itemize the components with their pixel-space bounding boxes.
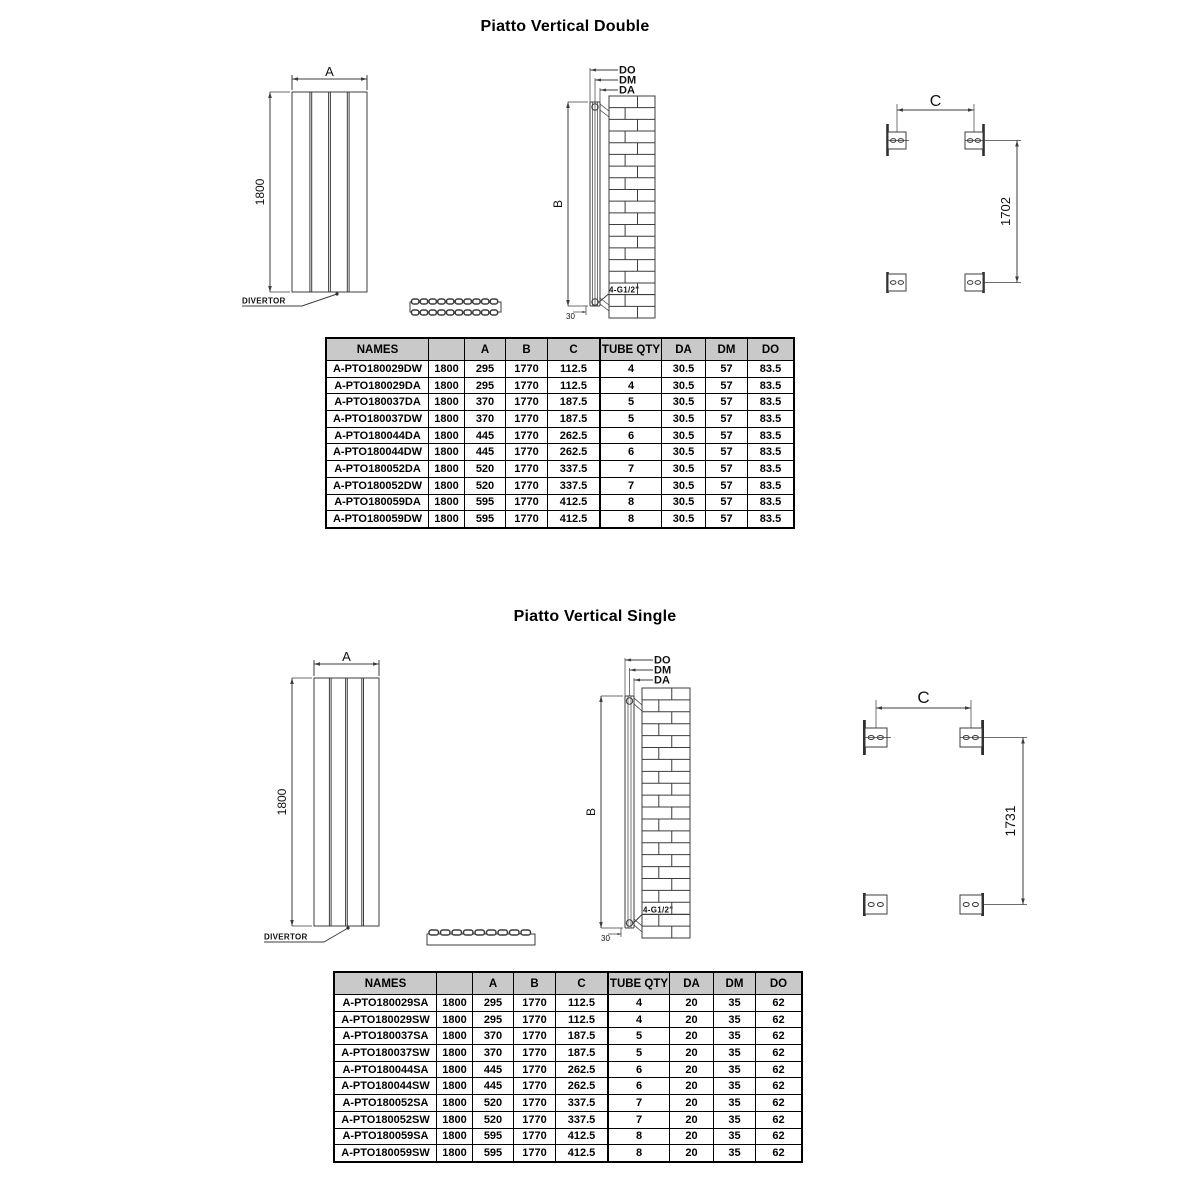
spec-cell: 57 [706, 411, 748, 428]
spec-cell: 337.5 [556, 1095, 609, 1112]
spec-cell: 35 [714, 1145, 756, 1162]
spec-cell: 20 [670, 1061, 714, 1078]
bracket-bottom-left [863, 893, 887, 916]
spec-row [334, 1045, 802, 1062]
single-bracket-diagram [855, 678, 1035, 918]
spec-cell: A-PTO180059SA [334, 1128, 437, 1145]
spec-cell: 1800 [429, 444, 465, 461]
spec-cell: 30.5 [662, 377, 706, 394]
spec-cell: 20 [670, 1095, 714, 1112]
spec-cell: 1770 [506, 461, 548, 478]
spec-cell: 57 [706, 461, 748, 478]
side-height-dimension [584, 696, 623, 928]
spec-cell: 1770 [514, 1045, 556, 1062]
spec-cell: 20 [670, 1128, 714, 1145]
spec-cell: 1800 [437, 1078, 473, 1095]
column-header: TUBE QTY [608, 972, 670, 995]
spec-cell: 4 [600, 377, 662, 394]
side-height-label: B [584, 807, 598, 817]
double-front-view-drawing [240, 66, 420, 311]
spec-cell: 1770 [506, 494, 548, 511]
divertor-label: DIVERTOR [264, 932, 308, 942]
width-dim-label: A [342, 649, 351, 664]
spec-cell: 1800 [437, 1028, 473, 1045]
single-top-view-drawing [425, 923, 537, 950]
spec-cell: 83.5 [748, 361, 795, 378]
spec-cell: 370 [465, 411, 506, 428]
spec-cell: 57 [706, 377, 748, 394]
spec-cell: 6 [600, 427, 662, 444]
spec-cell: A-PTO180037SW [334, 1045, 437, 1062]
spec-cell: 20 [670, 1111, 714, 1128]
spec-cell: 57 [706, 444, 748, 461]
spec-cell: 83.5 [748, 427, 795, 444]
spec-cell: 112.5 [556, 1011, 609, 1028]
height-dimension [253, 92, 290, 292]
spec-cell: 445 [465, 444, 506, 461]
spec-row [326, 461, 794, 478]
spec-cell: 7 [600, 461, 662, 478]
spec-row [326, 377, 794, 394]
spec-cell: 62 [756, 995, 803, 1012]
spec-cell: 337.5 [548, 461, 601, 478]
spec-cell: 412.5 [548, 511, 601, 528]
spec-cell: 62 [756, 1128, 803, 1145]
spec-cell: 35 [714, 1011, 756, 1028]
spec-cell: A-PTO180044DA [326, 427, 429, 444]
radiator-body [292, 92, 367, 292]
spec-row [334, 1145, 802, 1162]
connection-label: 4-G1/2" [609, 285, 640, 295]
spec-cell: 1770 [514, 1111, 556, 1128]
spec-cell: 83.5 [748, 394, 795, 411]
spec-cell: 20 [670, 1011, 714, 1028]
spec-cell: 8 [600, 494, 662, 511]
spec-cell: 1800 [429, 361, 465, 378]
divertor-callout [264, 926, 350, 942]
spec-cell: 1800 [429, 477, 465, 494]
spec-row [326, 477, 794, 494]
bracket-width-label: C [929, 93, 942, 110]
side-height-label: B [551, 199, 565, 209]
column-header: DM [706, 338, 748, 361]
column-header: A [465, 338, 506, 361]
bracket-height-dimension [984, 738, 1027, 905]
spec-cell: 62 [756, 1045, 803, 1062]
spec-cell: 62 [756, 1078, 803, 1095]
spec-cell: 57 [706, 494, 748, 511]
spec-cell: 57 [706, 361, 748, 378]
spec-cell: 8 [608, 1128, 670, 1145]
spec-cell: 30.5 [662, 394, 706, 411]
bottom-offset-dimension [601, 928, 621, 943]
spec-cell: 1770 [514, 1078, 556, 1095]
spec-cell: 62 [756, 1145, 803, 1162]
spec-cell: 412.5 [556, 1128, 609, 1145]
height-dim-label: 1800 [275, 788, 289, 816]
spec-cell: 1800 [437, 995, 473, 1012]
spec-cell: 1800 [429, 427, 465, 444]
bracket-top-left [863, 720, 891, 755]
spec-cell: 30.5 [662, 511, 706, 528]
spec-cell: 595 [473, 1145, 514, 1162]
spec-cell: 1770 [506, 444, 548, 461]
width-dimension [292, 64, 367, 90]
spec-cell: A-PTO180029SA [334, 995, 437, 1012]
spec-row [326, 394, 794, 411]
spec-cell: A-PTO180059DA [326, 494, 429, 511]
double-bracket-diagram [880, 86, 1030, 304]
spec-cell: 1770 [514, 1145, 556, 1162]
spec-cell: 520 [473, 1111, 514, 1128]
spec-cell: A-PTO180044SW [334, 1078, 437, 1095]
spec-cell: 20 [670, 1045, 714, 1062]
spec-cell: 295 [465, 361, 506, 378]
spec-cell: 62 [756, 1011, 803, 1028]
spec-cell: 1800 [429, 494, 465, 511]
spec-row [326, 494, 794, 511]
spec-cell: 520 [465, 461, 506, 478]
spec-cell: 5 [600, 394, 662, 411]
side-height-dimension [551, 102, 588, 306]
spec-cell: 6 [608, 1061, 670, 1078]
spec-cell: 35 [714, 1028, 756, 1045]
spec-cell: 35 [714, 995, 756, 1012]
double-side-view-drawing [552, 60, 660, 322]
depth-outer-label: DO [654, 654, 671, 667]
spec-cell: 1800 [437, 1011, 473, 1028]
spec-cell: 20 [670, 995, 714, 1012]
spec-cell: 35 [714, 1078, 756, 1095]
spec-cell: 7 [608, 1095, 670, 1112]
single-front-view-drawing [262, 650, 397, 948]
column-header: A [473, 972, 514, 995]
spec-cell: 187.5 [548, 394, 601, 411]
spec-cell: 57 [706, 477, 748, 494]
spec-cell: 8 [600, 511, 662, 528]
spec-cell: 1770 [514, 1128, 556, 1145]
spec-cell: A-PTO180052DW [326, 477, 429, 494]
bracket-width-dimension [876, 688, 971, 736]
height-dimension [275, 678, 312, 926]
single-spec-table [333, 971, 803, 1163]
bracket-top-right [965, 124, 985, 156]
column-header: NAMES [326, 338, 429, 361]
spec-cell: 83.5 [748, 444, 795, 461]
spec-cell: 370 [473, 1045, 514, 1062]
spec-cell: 412.5 [548, 494, 601, 511]
spec-cell: 1800 [437, 1128, 473, 1145]
spec-cell: 30.5 [662, 477, 706, 494]
spec-cell: 1770 [514, 1061, 556, 1078]
spec-cell: 30.5 [662, 444, 706, 461]
spec-cell: 62 [756, 1028, 803, 1045]
spec-cell: 1770 [506, 394, 548, 411]
spec-cell: 30.5 [662, 427, 706, 444]
spec-cell: 295 [465, 377, 506, 394]
single-side-view-drawing [585, 650, 695, 944]
column-header: TUBE QTY [600, 338, 662, 361]
spec-row [334, 1061, 802, 1078]
spec-row [334, 995, 802, 1012]
spec-cell: 295 [473, 1011, 514, 1028]
spec-cell: A-PTO180059DW [326, 511, 429, 528]
spec-cell: 1800 [429, 511, 465, 528]
column-header: DA [662, 338, 706, 361]
spec-cell: 1770 [514, 1095, 556, 1112]
spec-cell: 57 [706, 394, 748, 411]
spec-cell: 1800 [437, 1061, 473, 1078]
spec-cell: 62 [756, 1095, 803, 1112]
spec-row [326, 411, 794, 428]
spec-cell: 30.5 [662, 411, 706, 428]
spec-cell: 57 [706, 427, 748, 444]
double-section-title: Piatto Vertical Double [480, 18, 650, 35]
spec-cell: A-PTO180037DA [326, 394, 429, 411]
spec-cell: 62 [756, 1061, 803, 1078]
spec-cell: 4 [608, 1011, 670, 1028]
spec-cell: 1800 [429, 394, 465, 411]
column-header: DO [756, 972, 803, 995]
spec-cell: 595 [473, 1128, 514, 1145]
spec-cell: 370 [473, 1028, 514, 1045]
spec-cell: 1770 [506, 511, 548, 528]
bracket-bottom-right [965, 272, 985, 293]
spec-cell: 1800 [437, 1111, 473, 1128]
bracket-top-left [886, 124, 909, 156]
spec-cell: 83.5 [748, 411, 795, 428]
spec-cell: 83.5 [748, 494, 795, 511]
spec-cell: 337.5 [556, 1111, 609, 1128]
bracket-width-label: C [917, 688, 930, 707]
spec-row [334, 1128, 802, 1145]
spec-cell: 112.5 [548, 377, 601, 394]
spec-cell: 370 [465, 394, 506, 411]
spec-cell: A-PTO180037DW [326, 411, 429, 428]
bracket-height-label: 1702 [998, 197, 1013, 226]
width-dim-label: A [325, 64, 334, 79]
header-row [326, 338, 794, 361]
depth-outer-label: DO [619, 64, 636, 77]
spec-cell: 8 [608, 1145, 670, 1162]
spec-cell: 412.5 [556, 1145, 609, 1162]
spec-cell: 83.5 [748, 461, 795, 478]
spec-cell: 187.5 [556, 1028, 609, 1045]
bracket-bottom-left [886, 272, 906, 293]
column-header: B [514, 972, 556, 995]
spec-cell: 7 [608, 1111, 670, 1128]
bottom-offset-label: 30 [601, 934, 610, 943]
spec-cell: 112.5 [548, 361, 601, 378]
divertor-label: DIVERTOR [242, 296, 286, 306]
spec-cell: 1800 [429, 461, 465, 478]
spec-cell: 262.5 [556, 1078, 609, 1095]
spec-cell: 1800 [437, 1045, 473, 1062]
header-row [334, 972, 802, 995]
spec-cell: 520 [465, 477, 506, 494]
spec-cell: 30.5 [662, 361, 706, 378]
bracket-bottom-right [960, 893, 984, 916]
spec-cell: 187.5 [556, 1045, 609, 1062]
spec-cell: 445 [473, 1078, 514, 1095]
spec-cell: 4 [600, 361, 662, 378]
depth-axis-label: DA [619, 84, 635, 97]
bracket-height-label: 1731 [1002, 805, 1018, 837]
spec-cell: 1770 [506, 377, 548, 394]
spec-cell: 1800 [437, 1145, 473, 1162]
divertor-callout [242, 292, 339, 306]
spec-cell: 262.5 [556, 1061, 609, 1078]
column-header: C [556, 972, 609, 995]
spec-cell: 83.5 [748, 377, 795, 394]
spec-cell: 112.5 [556, 995, 609, 1012]
spec-cell: 35 [714, 1095, 756, 1112]
spec-row [334, 1078, 802, 1095]
depth-mid-label: DM [654, 664, 672, 677]
spec-cell: 262.5 [548, 444, 601, 461]
spec-cell: 4 [608, 995, 670, 1012]
wall [642, 688, 690, 938]
depth-mid-label: DM [619, 74, 637, 87]
spec-cell: 337.5 [548, 477, 601, 494]
spec-cell: 83.5 [748, 511, 795, 528]
spec-cell: 57 [706, 511, 748, 528]
spec-cell: 187.5 [548, 411, 601, 428]
spec-cell: 7 [600, 477, 662, 494]
radiator-profile [625, 696, 642, 932]
spec-cell: 1770 [514, 1028, 556, 1045]
spec-cell: 1770 [506, 477, 548, 494]
spec-cell: 20 [670, 1028, 714, 1045]
depth-axis-label: DA [654, 674, 670, 687]
spec-cell: 35 [714, 1045, 756, 1062]
column-header: DO [748, 338, 795, 361]
spec-row [334, 1011, 802, 1028]
bottom-offset-dimension [566, 306, 586, 321]
spec-cell: 1770 [506, 427, 548, 444]
spec-cell: 1770 [506, 361, 548, 378]
bracket-height-dimension [984, 141, 1021, 283]
spec-cell: A-PTO180044SA [334, 1061, 437, 1078]
spec-row [334, 1095, 802, 1112]
spec-cell: 30.5 [662, 494, 706, 511]
spec-cell: 62 [756, 1111, 803, 1128]
spec-cell: 20 [670, 1078, 714, 1095]
column-header: DM [714, 972, 756, 995]
spec-cell: 1800 [437, 1095, 473, 1112]
spec-cell: A-PTO180052SA [334, 1095, 437, 1112]
spec-cell: 445 [465, 427, 506, 444]
column-header: B [506, 338, 548, 361]
bottom-offset-label: 30 [566, 312, 575, 321]
spec-cell: A-PTO180029DW [326, 361, 429, 378]
spec-cell: 262.5 [548, 427, 601, 444]
spec-row [326, 361, 794, 378]
spec-cell: 595 [465, 494, 506, 511]
spec-row [326, 444, 794, 461]
spec-cell: 30.5 [662, 461, 706, 478]
spec-cell: 6 [608, 1078, 670, 1095]
radiator-profile [590, 102, 609, 311]
spec-cell: A-PTO180044DW [326, 444, 429, 461]
spec-cell: 35 [714, 1061, 756, 1078]
spec-cell: 595 [465, 511, 506, 528]
spec-cell: 6 [600, 444, 662, 461]
spec-cell: 35 [714, 1111, 756, 1128]
column-header [437, 972, 473, 995]
column-header: NAMES [334, 972, 437, 995]
spec-cell: 1800 [429, 377, 465, 394]
column-header [429, 338, 465, 361]
radiator-body [314, 678, 379, 926]
single-section-title: Piatto Vertical Single [513, 608, 677, 625]
spec-cell: 1770 [514, 995, 556, 1012]
tube-row [429, 930, 531, 935]
spec-row [334, 1111, 802, 1128]
spec-row [326, 511, 794, 528]
column-header: DA [670, 972, 714, 995]
spec-cell: 35 [714, 1128, 756, 1145]
double-spec-table [325, 337, 795, 529]
bracket-width-dimension [897, 93, 974, 140]
spec-cell: 83.5 [748, 477, 795, 494]
height-dim-label: 1800 [253, 178, 267, 206]
spec-cell: A-PTO180052SW [334, 1111, 437, 1128]
spec-cell: A-PTO180029DA [326, 377, 429, 394]
spec-cell: 1770 [514, 1011, 556, 1028]
spec-row [326, 427, 794, 444]
spec-cell: 520 [473, 1095, 514, 1112]
spec-row [334, 1028, 802, 1045]
spec-cell: 295 [473, 995, 514, 1012]
spec-cell: 5 [600, 411, 662, 428]
spec-cell: A-PTO180052DA [326, 461, 429, 478]
connection-label: 4-G1/2" [643, 905, 674, 915]
spec-cell: A-PTO180029SW [334, 1011, 437, 1028]
spec-cell: 445 [473, 1061, 514, 1078]
spec-cell: A-PTO180037SA [334, 1028, 437, 1045]
double-top-view-drawing [408, 294, 503, 320]
width-dimension [314, 649, 379, 676]
bracket-top-right [960, 720, 984, 755]
spec-cell: 1800 [429, 411, 465, 428]
spec-cell: 20 [670, 1145, 714, 1162]
spec-cell: 5 [608, 1028, 670, 1045]
column-header: C [548, 338, 601, 361]
spec-cell: 5 [608, 1045, 670, 1062]
spec-cell: 1770 [506, 411, 548, 428]
spec-cell: A-PTO180059SW [334, 1145, 437, 1162]
